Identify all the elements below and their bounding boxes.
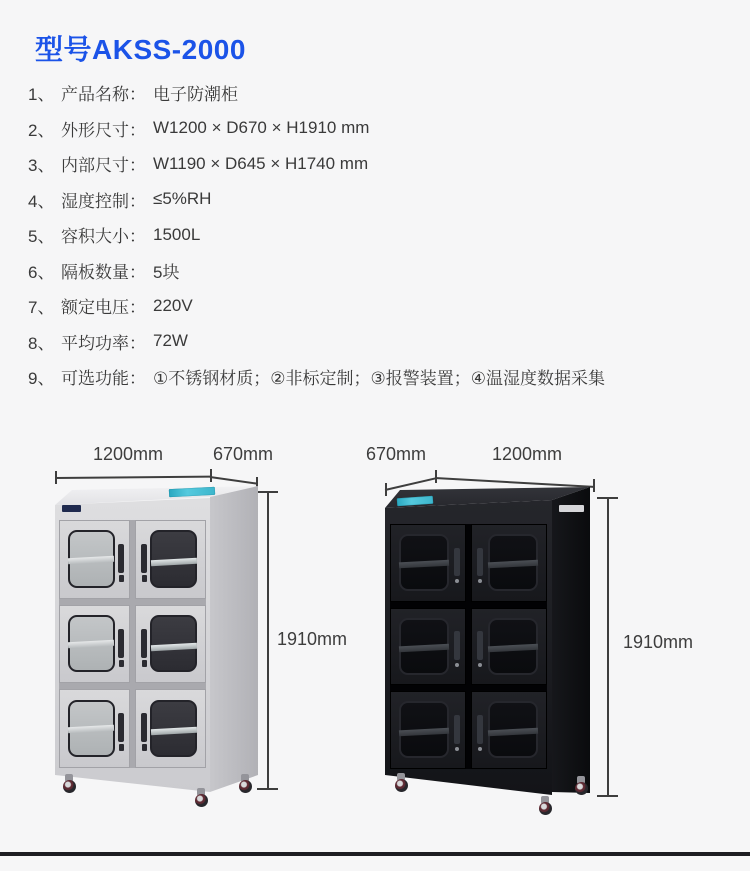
spec-number: 6、	[28, 262, 55, 282]
height-dimension-label: 1910mm	[623, 632, 694, 652]
spec-row-humidity	[28, 182, 728, 218]
door-handle	[141, 713, 147, 742]
door-handle	[454, 631, 460, 660]
door-handle	[477, 715, 483, 744]
door-handle	[141, 544, 147, 573]
cabinet-door	[390, 608, 466, 686]
spec-number: 7、	[28, 298, 55, 318]
dimension-line	[607, 497, 609, 795]
bottom-divider	[0, 852, 750, 856]
shelf	[151, 727, 198, 735]
door-window	[488, 701, 538, 758]
door-handle	[477, 548, 483, 577]
spec-label: 额定电压：	[61, 298, 146, 318]
door-window	[150, 700, 197, 758]
spec-value: 220V	[153, 295, 193, 315]
door-handle	[118, 544, 124, 573]
spec-label: 内部尺寸：	[61, 156, 146, 176]
door-window	[399, 534, 449, 591]
dimension-line	[210, 476, 258, 484]
cabinet-front-face	[55, 498, 210, 792]
spec-value: W1200 × D670 × H1910 mm	[153, 118, 370, 138]
door-window	[150, 530, 197, 588]
door-window	[150, 615, 197, 673]
door-window	[488, 618, 538, 675]
spec-value: 电子防潮柜	[153, 85, 238, 105]
spec-label: 可选功能：	[61, 369, 146, 389]
spec-row-outer-size	[28, 111, 728, 147]
door-handle	[477, 631, 483, 660]
spec-label: 容积大小：	[61, 227, 146, 247]
door-window	[488, 534, 538, 591]
cabinet-door	[471, 608, 547, 686]
spec-number: 5、	[28, 227, 55, 247]
shelf	[399, 727, 449, 736]
cabinet-door	[135, 605, 206, 684]
door-handle	[118, 629, 124, 658]
shelf	[488, 644, 538, 653]
dimension-tick	[210, 469, 212, 482]
spec-value: 5块	[153, 262, 180, 282]
spec-row-volume	[28, 217, 728, 253]
door-window	[68, 530, 115, 588]
spec-number: 8、	[28, 333, 55, 353]
spec-number: 9、	[28, 369, 55, 389]
spec-number: 1、	[28, 85, 55, 105]
door-handle	[454, 548, 460, 577]
door-handle	[141, 629, 147, 658]
spec-row-power	[28, 324, 728, 360]
spec-value: ≤5%RH	[153, 189, 212, 209]
caster-wheel	[573, 776, 589, 798]
spec-value: 1500L	[153, 224, 201, 244]
spec-label: 湿度控制：	[61, 191, 146, 211]
door-window	[68, 700, 115, 758]
depth-dimension-label: 670mm	[212, 444, 274, 464]
light-cabinet-image	[55, 486, 258, 816]
spec-number: 2、	[28, 120, 55, 140]
spec-number: 4、	[28, 191, 55, 211]
cabinet-door	[135, 689, 206, 768]
shelf	[151, 558, 198, 566]
caster-wheel	[237, 774, 253, 796]
cabinet-door	[471, 691, 547, 769]
cabinet-side-face	[552, 483, 590, 793]
spec-number: 3、	[28, 156, 55, 176]
width-dimension-label: 1200mm	[491, 444, 563, 464]
shelf	[68, 556, 115, 564]
cabinet-door	[390, 691, 466, 769]
cabinet-door	[390, 524, 466, 602]
spec-label: 隔板数量：	[61, 262, 146, 282]
spec-row-shelves	[28, 253, 728, 289]
dark-cabinet-image	[385, 483, 590, 818]
cabinet-doors	[59, 520, 206, 768]
brand-label	[62, 505, 81, 512]
caster-wheel	[393, 773, 409, 795]
depth-dimension-label: 670mm	[365, 444, 427, 464]
door-window	[68, 615, 115, 673]
spec-label: 产品名称：	[61, 85, 146, 105]
dimension-line	[55, 476, 210, 479]
shelf	[68, 640, 115, 648]
spec-value: 72W	[153, 331, 188, 351]
brand-label	[559, 505, 584, 512]
cabinet-door	[59, 605, 130, 684]
dimension-line	[267, 491, 269, 788]
dimension-tick	[55, 471, 57, 484]
spec-label: 外形尺寸：	[61, 120, 146, 140]
height-dimension-label: 1910mm	[277, 629, 348, 649]
shelf	[68, 725, 115, 733]
cabinet-door	[471, 524, 547, 602]
shelf	[399, 644, 449, 653]
door-window	[399, 701, 449, 758]
caster-wheel	[61, 774, 77, 796]
cabinet-door	[59, 689, 130, 768]
shelf	[488, 727, 538, 736]
width-dimension-label: 1200mm	[92, 444, 164, 464]
shelf	[488, 560, 538, 569]
spec-row-voltage	[28, 288, 728, 324]
shelf	[399, 560, 449, 569]
spec-row-product-name	[28, 75, 728, 111]
spec-label: 平均功率：	[61, 333, 146, 353]
spec-row-options	[28, 359, 728, 395]
cabinet-front-face	[385, 500, 552, 795]
dimension-tick	[257, 788, 278, 790]
door-handle	[454, 715, 460, 744]
caster-wheel	[537, 796, 553, 818]
shelf	[151, 642, 198, 650]
caster-wheel	[193, 788, 209, 810]
door-window	[399, 618, 449, 675]
page-title: 型号AKSS-2000	[35, 34, 246, 65]
spec-value: ①不锈钢材质；②非标定制；③报警装置；④温湿度数据采集	[153, 369, 605, 389]
dimension-tick	[597, 795, 618, 797]
door-handle	[118, 713, 124, 742]
spec-value: W1190 × D645 × H1740 mm	[153, 153, 369, 173]
cabinet-door	[135, 520, 206, 599]
cabinet-side-face	[210, 486, 258, 792]
dimension-tick	[435, 470, 437, 483]
cabinet-door	[59, 520, 130, 599]
dimension-tick	[593, 479, 595, 492]
spec-row-inner-size	[28, 146, 728, 182]
product-spec-list	[28, 75, 728, 395]
cabinet-doors	[390, 524, 547, 769]
